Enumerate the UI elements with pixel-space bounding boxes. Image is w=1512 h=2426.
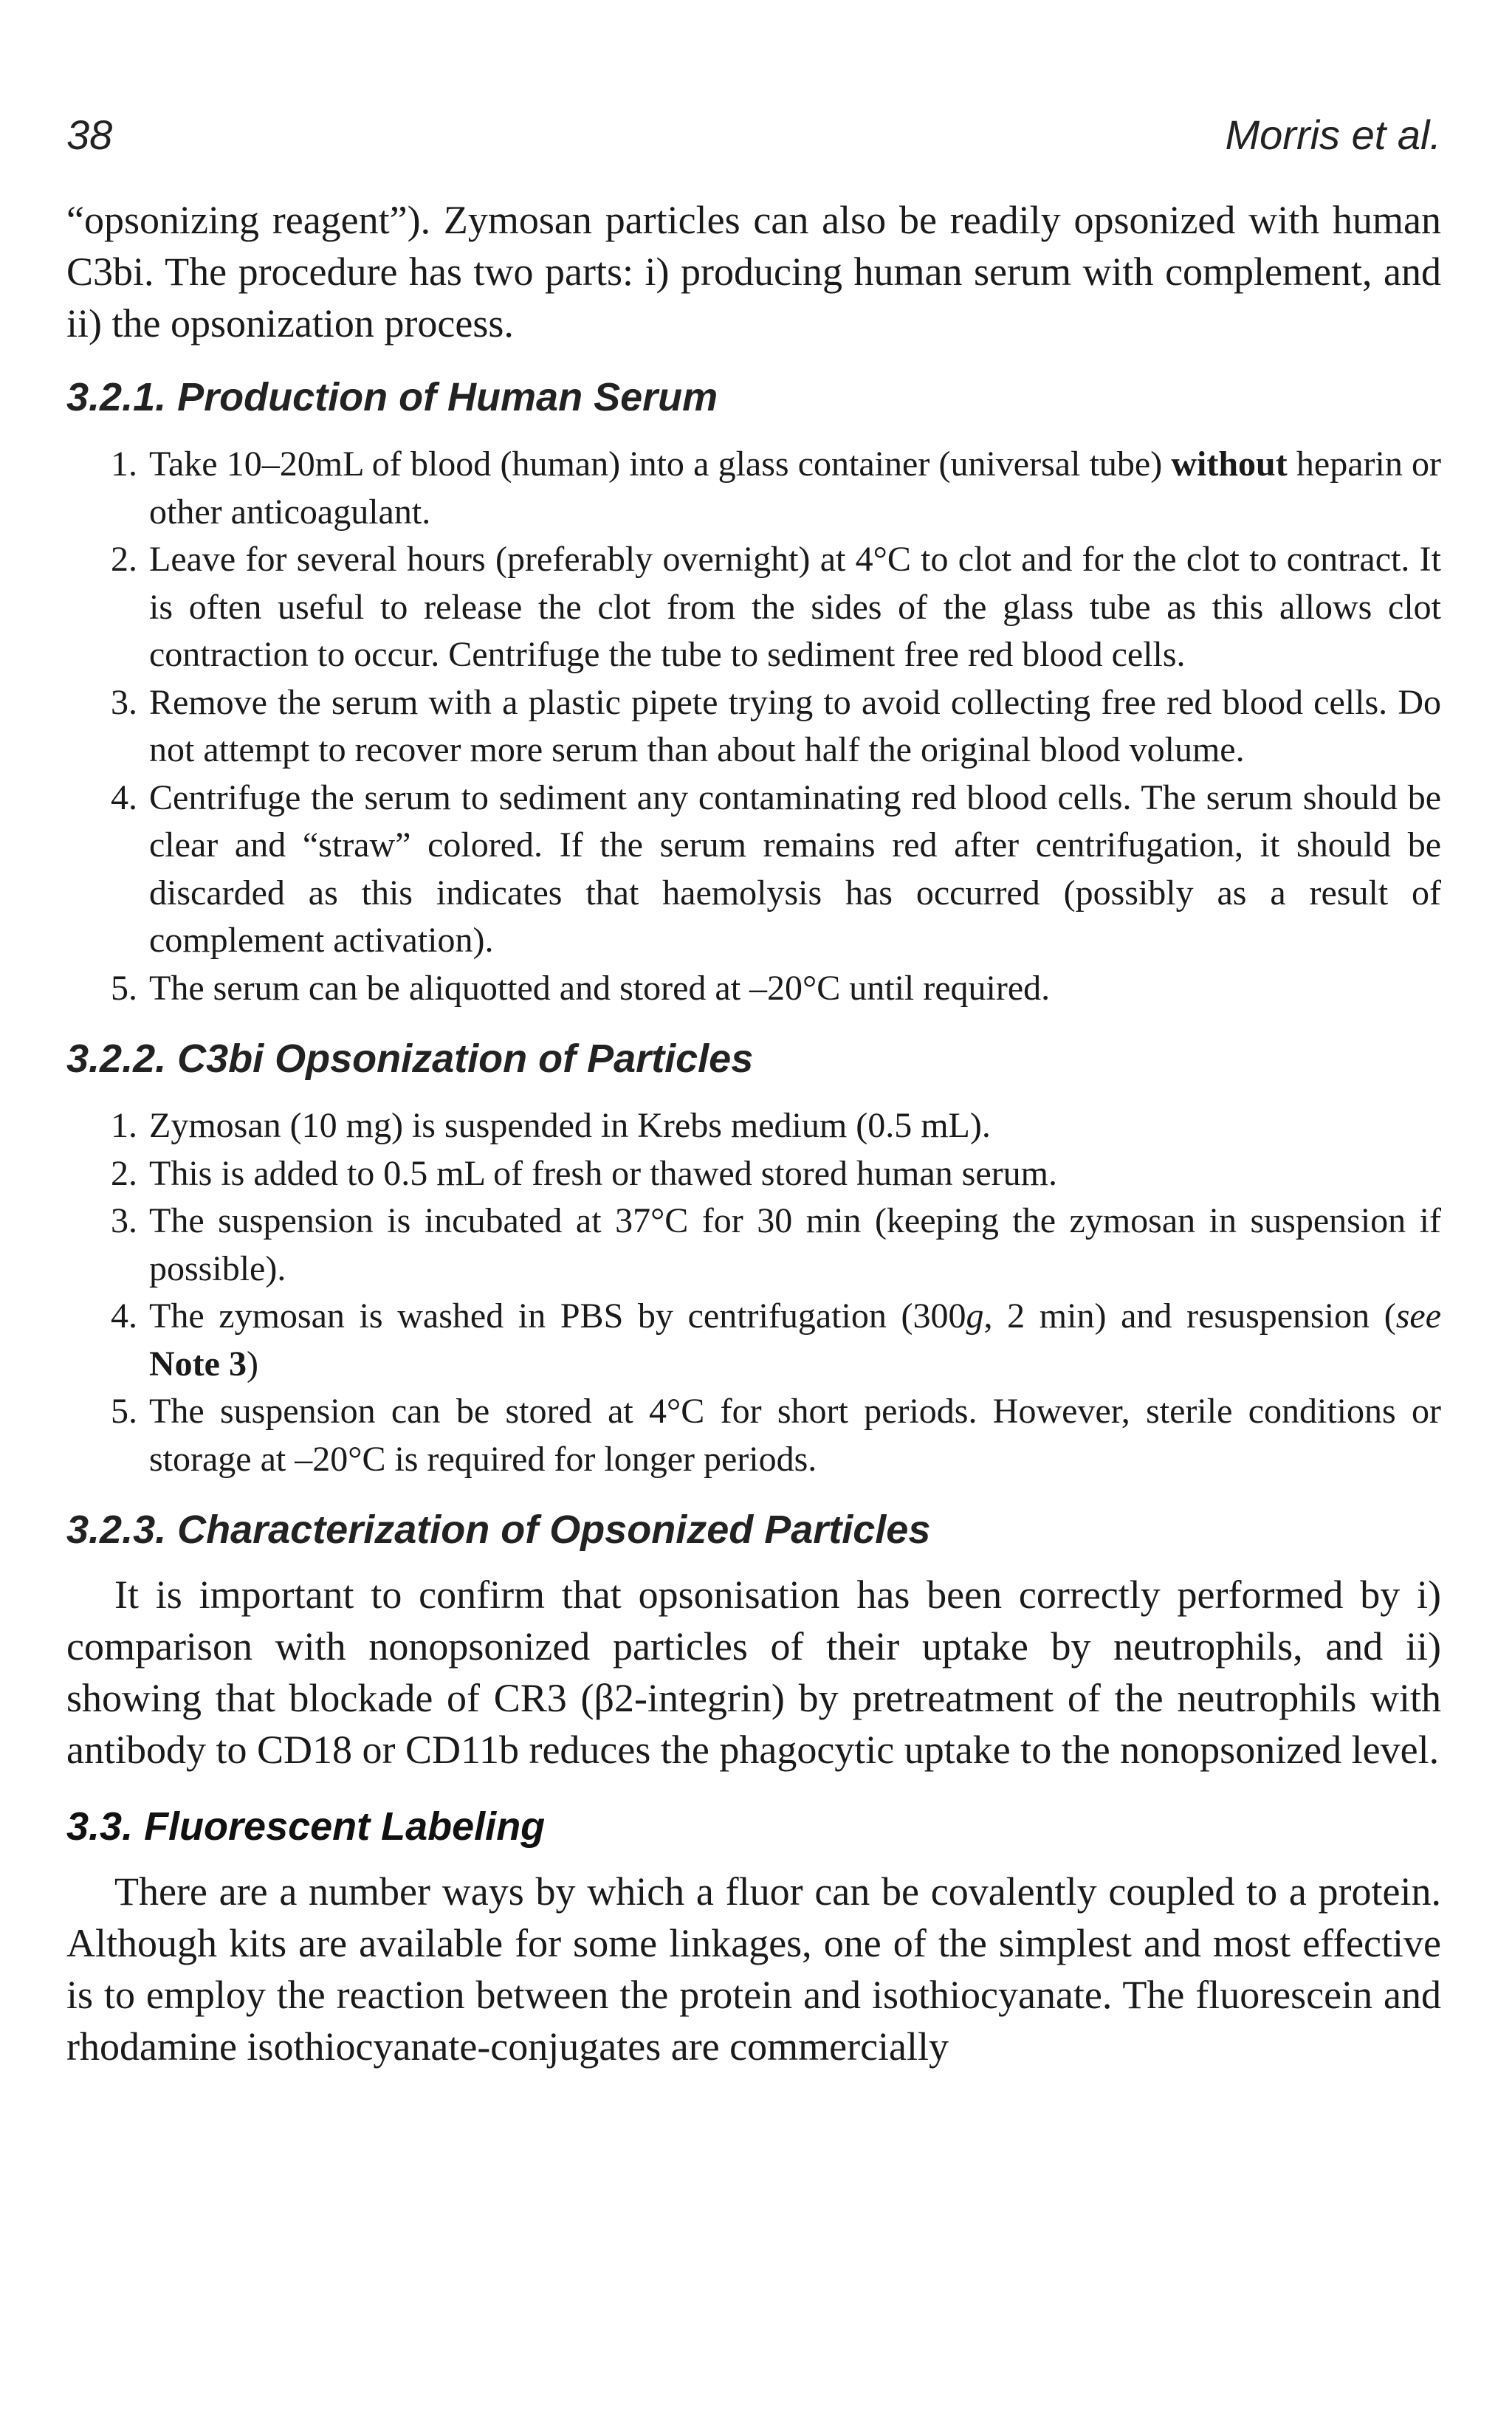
- list-item: 2. This is added to 0.5 mL of fresh or thawed stored human serum.: [111, 1153, 1057, 1193]
- opsonization-steps: [66, 1102, 1441, 1483]
- intro-paragraph: “opsonizing reagent”). Zymosan particles can also be readily opsonized with human C3bi. The procedure has two parts: i) producing human serum with complement, and ii) the opsonization process.: [66, 198, 1441, 346]
- list-item: 3. Remove the serum with a plastic pipete trying to avoid collecting free red blood cells. Do not attempt to recover more serum than about half the original blood volume.: [111, 682, 1441, 769]
- characterization-paragraph: It is important to confirm that opsonisation has been correctly performed by i) comparison with nonopsonized particles of their uptake by neutrophils, and ii) showing that blockade of CR3 (β2-integrin) by pretreatment of the neutrophils with antibody to CD18 or CD11b reduces the phagocytic uptake to the nonopsonized level.: [66, 1573, 1441, 1772]
- list-item: 2. Leave for several hours (preferably overnight) at 4°C to clot and for the clot to contract. It is often useful to release the clot from the sides of the glass tube as this allows clot contraction to occur. Centrifuge the tube to sediment free red blood cells.: [111, 540, 1441, 674]
- subsection-title-323: 3.2.3. Characterization of Opsonized Particles: [66, 1508, 931, 1552]
- list-item: 1. Zymosan (10 mg) is suspended in Krebs medium (0.5 mL).: [111, 1106, 991, 1145]
- author-header: Morris et al.: [1225, 111, 1441, 158]
- list-item: 1. Take 10–20mL of blood (human) into a glass container (universal tube) without heparin or other anticoagulant.: [111, 444, 1441, 532]
- list-item: 3. The suspension is incubated at 37°C for 30 min (keeping the zymosan in suspension if possible).: [111, 1201, 1441, 1288]
- serum-production-steps: [66, 441, 1441, 1012]
- section-title-33: 3.3. Fluorescent Labeling: [66, 1804, 546, 1849]
- list-item: 5. The serum can be aliquotted and stored at –20°C until required.: [111, 968, 1051, 1008]
- list-item: 4. Centrifuge the serum to sediment any contaminating red blood cells. The serum should be clear and “straw” colored. If the serum remains red after centrifugation, it should be discarded as this indicates that haemolysis has occurred (possibly as a result of complement activation).: [111, 777, 1441, 960]
- running-head: [66, 111, 1441, 159]
- subsection-title-321: 3.2.1. Production of Human Serum: [66, 375, 718, 419]
- fluorescent-labeling-paragraph: There are a number ways by which a fluor can be covalently coupled to a protein. Although kits are available for some linkages, one of the simplest and most effective is to employ the reaction between the protein and isothiocyanate. The fluorescein and rhodamine isothiocyanate-conjugates are commercially: [66, 1869, 1441, 2069]
- list-item: 4. The zymosan is washed in PBS by centrifugation (300g, 2 min) and resuspension (see Note 3): [111, 1296, 1442, 1384]
- page: [66, 111, 1441, 2072]
- page-number: 38: [66, 111, 113, 158]
- list-item: 5. The suspension can be stored at 4°C for short periods. However, sterile conditions or storage at –20°C is required for longer periods.: [111, 1392, 1441, 1479]
- subsection-title-322: 3.2.2. C3bi Opsonization of Particles: [66, 1037, 754, 1081]
